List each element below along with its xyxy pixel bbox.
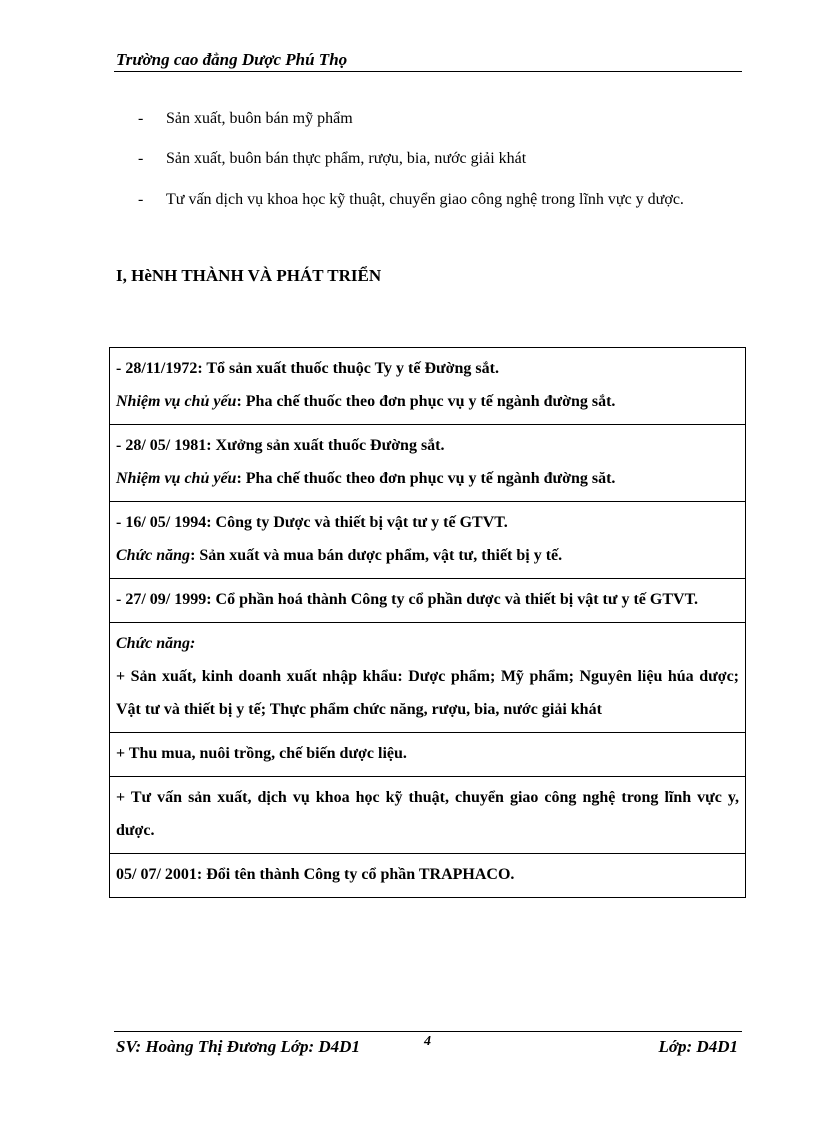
timeline-detail [116,539,739,572]
timeline-line: 05/ 07/ 2001: Đổi tên thành Công ty cổ phần TRAPHACO. [116,866,515,883]
timeline-line: - 28/11/1972: Tổ sản xuất thuốc thuộc Ty y tế Đường sắt. [116,360,499,377]
bullet-list [138,103,742,224]
footer-rule [114,1031,742,1032]
table-cell [110,502,746,579]
bullet-text: Sản xuất, buôn bán thực phẩm, rượu, bia, nước giải khát [166,150,527,167]
bullet-item [138,143,742,175]
detail-text: + Tư vấn sản xuất, dịch vụ khoa học kỹ thuật, chuyển giao công nghệ trong lĩnh vực y, dược. [116,789,739,839]
table-cell [110,623,746,733]
section-heading: I, HèNH THÀNH VÀ PHÁT TRIỂN [116,266,382,285]
detail-text: + Sản xuất, kinh doanh xuất nhập khẩu: Dược phẩm; Mỹ phẩm; Nguyên liệu húa dược; Vật tư và thiết bị y tế; Thực phẩm chức năng, rượu, bia, nước giải khát [116,668,739,718]
detail-label: Nhiệm vụ chủ yếu [116,470,237,487]
table-row [110,623,746,733]
footer-class: Lớp: D4D1 [658,1037,738,1056]
table-row [110,579,746,623]
bullet-marker: - [138,150,144,167]
table-row [110,502,746,579]
table-row [110,425,746,502]
header-rule [114,71,742,72]
bullet-item [138,183,742,216]
table-row [110,733,746,777]
bullet-marker: - [138,191,144,208]
detail-label: Nhiệm vụ chủ yếu [116,393,237,410]
detail-text: + Thu mua, nuôi trồng, chế biến dược liệu. [116,745,407,762]
timeline-detail [116,385,739,418]
table-row [110,348,746,425]
timeline-line: - 16/ 05/ 1994: Công ty Dược và thiết bị vật tư y tế GTVT. [116,514,508,531]
table-cell [110,348,746,425]
table-row [110,854,746,898]
table-cell [110,579,746,623]
bullet-text: Sản xuất, buôn bán mỹ phẩm [166,110,353,127]
bullet-marker: - [138,110,144,127]
footer-student: SV: Hoàng Thị Đương Lớp: D4D1 [116,1037,360,1056]
bullet-text: Tư vấn dịch vụ khoa học kỹ thuật, chuyển giao công nghệ trong lĩnh vực y dược. [166,191,684,208]
table-cell [110,777,746,854]
detail-label: Chức năng: [116,635,196,652]
table-row [110,777,746,854]
timeline-line: - 27/ 09/ 1999: Cổ phần hoá thành Công ty cổ phần dược và thiết bị vật tư y tế GTVT. [116,591,699,608]
table-cell [110,854,746,898]
page-number: 4 [424,1034,431,1049]
bullet-item [138,103,742,135]
history-table [109,347,746,898]
timeline-detail [116,462,739,495]
table-cell [110,733,746,777]
detail-text: : Sản xuất và mua bán dược phẩm, vật tư, thiết bị y tế. [190,547,563,564]
page-header-title: Trường cao đẳng Dược Phú Thọ [116,50,348,69]
detail-text: : Pha chế thuốc theo đơn phục vụ y tế ngành đường săt. [236,470,616,487]
timeline-line: - 28/ 05/ 1981: Xưởng sản xuất thuốc Đường sắt. [116,437,445,454]
detail-text: : Pha chế thuốc theo đơn phục vụ y tế ngành đường sắt. [236,393,616,410]
table-cell [110,425,746,502]
detail-label: Chức năng [116,547,191,564]
